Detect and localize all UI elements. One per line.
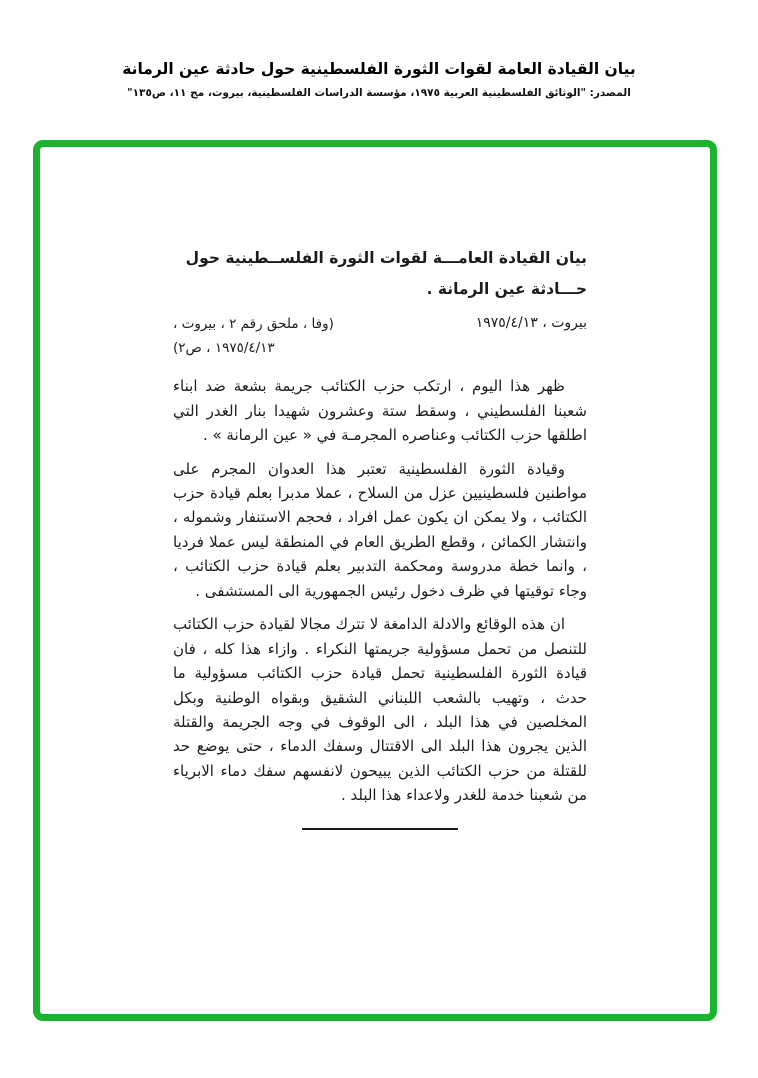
dateline: بيروت ، ١٩٧٥/٤/١٣ [475,315,587,331]
body-paragraph: وقيادة الثورة الفلسطينية تعتبر هذا العدوان المجرم على مواطنين فلسطينيين عزل من السلاح ، عملا مدبرا بعلم قيادة حزب الكتائب ، ولا يمكن ان يكون عمل افراد ، فحجم الاستنفار وشموله ، وانتشار الكمائن ، وقطع الطريق العام في المنطقة ليس عملا فرديا ، وانما خطة مدروسة ومحكمة التدبير بعلم قيادة حزب الكتائب ، وجاء توقيتها في ظرف دخول رئيس الجمهورية الى المستشفى . [173,459,587,600]
body-paragraph: ان هذه الوقائع والادلة الدامغة لا تترك مجالا لقيادة حزب الكتائب للتنصل من تحمل مسؤولية جريمتها النكراء . وازاء هذا كله ، فان قيادة الثورة الفلسطينية تحمل قيادة حزب الكتائب مسؤولية ما حدث ، وتهيب بالشعب اللبناني الشقيق وبقواه الوطنية وبكل المخلصين في هذا البلد ، الى الوقوف في وجه الجريمة والقتلة الذين يجرون هذا البلد الى الاقتتال وسفك الدماء ، حتى يوضع حد للقتلة من حزب الكتائب الذين يبيحون لانفسهم سفك دماء الابرياء من شعبنا خدمة للغدر ولاعداء هذا البلد . [173,615,587,805]
page-header [0,60,758,99]
page-title: بيان القيادة العامة لقوات الثورة الفلسطينية حول حادثة عين الرمانة [122,60,636,78]
document-body [173,374,587,807]
scanned-document [40,147,710,1014]
divider-rule [302,828,458,830]
document-title: بيان القيادة العامـــة لقوات الثورة الفلســطينية حول حـــادثة عين الرمانة . [185,249,587,298]
body-paragraph: ظهر هذا اليوم ، ارتكب حزب الكتائب جريمة بشعة ضد ابناء شعبنا الفلسطيني ، وسقط ستة وعشرون شهيدا بنار الغدر التي اطلقها حزب الكتائب وعناصره المجرمـة في « عين الرمانة » . [173,377,587,445]
agency-citation: (وفا ، ملحق رقم ٢ ، بيروت ، ١٩٧٥/٤/١٣ ، ص٢) [173,316,334,356]
document-frame [33,140,717,1021]
dateline-row [173,313,587,360]
source-line: المصدر: "الوثائق الفلسطينية العربية ١٩٧٥، مؤسسة الدراسات الفلسطينية، بيروت، مج ١١، ص١٣٥" [127,87,631,99]
